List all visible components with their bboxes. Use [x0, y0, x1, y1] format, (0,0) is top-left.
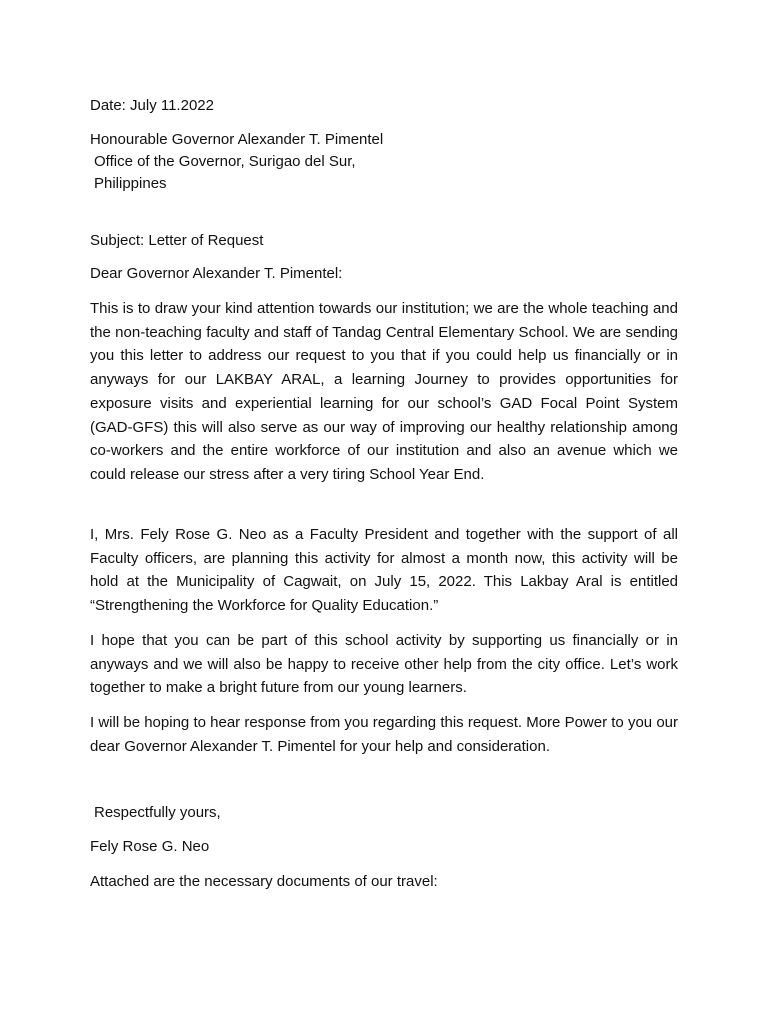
letter-salutation: Dear Governor Alexander T. Pimentel:	[90, 265, 343, 282]
body-paragraph-4: I will be hoping to hear response from you regarding this request. More Power to you our dear Governor Alexander T. Pimentel for your help and consideration.	[90, 714, 678, 755]
signature-name: Fely Rose G. Neo	[90, 838, 210, 855]
letter-closing: Respectfully yours,	[94, 804, 221, 821]
body-paragraph-2: I, Mrs. Fely Rose G. Neo as a Faculty President and together with the support of all Faculty officers, are planning this activity for almost a month now, this activity will be hold at the Municipality of Cagwait, on July 15, 2022. This Lakbay Aral is entitled “Strengthening the Workforce for Quality Education.”	[90, 526, 678, 615]
recipient-country: Philippines	[94, 175, 167, 192]
attachment-note: Attached are the necessary documents of our travel:	[90, 873, 438, 890]
letter-date: Date: July 11.2022	[90, 97, 214, 114]
recipient-office: Office of the Governor, Surigao del Sur,	[94, 153, 356, 170]
body-paragraph-1: This is to draw your kind attention towards our institution; we are the whole teaching and the non-teaching faculty and staff of Tandag Central Elementary School. We are sending you this letter to address our request to you that if you could help us financially or in anyways for our LAKBAY ARAL, a learning Journey to provides opportunities for exposure visits and experiential learning for our school’s GAD Focal Point System (GAD-GFS) this will also serve as our way of improving our healthy relationship among co-workers and the entire workforce of our institution and also an avenue which we could release our stress after a very tiring School Year End.	[90, 300, 678, 483]
body-paragraph-3: I hope that you can be part of this school activity by supporting us financially or in anyways and we will also be happy to receive other help from the city office. Let’s work together to make a bright future from our young learners.	[90, 632, 678, 697]
recipient-name: Honourable Governor Alexander T. Pimentel	[90, 131, 384, 148]
letter-subject: Subject: Letter of Request	[90, 232, 264, 249]
